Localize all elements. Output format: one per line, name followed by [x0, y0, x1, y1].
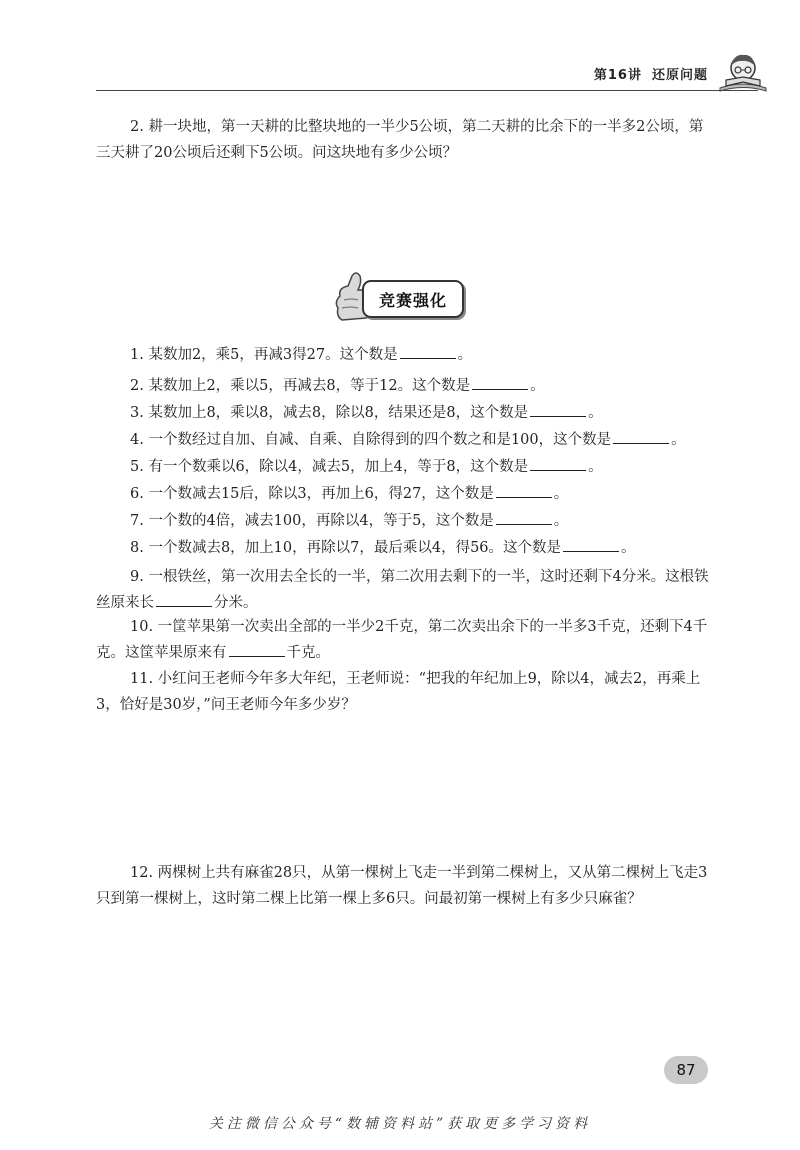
problem-4: 4. 一个数经过自加、自减、自乘、自除得到的四个数之和是100，这个数是 。 — [130, 429, 686, 450]
problem-11: 11. 小红问王老师今年多大年纪，王老师说：“把我的年纪加上9，除以4，减去2，再乘上3，恰好是30岁，”问王老师今年多少岁？ — [96, 671, 701, 713]
answer-blank[interactable] — [496, 483, 552, 498]
problem-8: 8. 一个数减去8，加上10，再除以7，最后乘以4，得56。这个数是 。 — [130, 537, 636, 558]
problem-1: 1. 某数加2，乘5，再减3得27。这个数是 。 — [130, 344, 472, 365]
answer-blank[interactable] — [530, 456, 586, 471]
problem-12: 12. 两棵树上共有麻雀28只，从第一棵树上飞走一半到第二棵树上，又从第二棵树上飞走3只到第一棵树上，这时第二棵上比第一棵上多6只。问最初第一棵树上有多少只麻雀？ — [96, 865, 708, 907]
section-banner — [332, 270, 472, 326]
answer-blank[interactable] — [229, 642, 285, 657]
problem-3: 3. 某数加上8，乘以8，减去8，除以8，结果还是8，这个数是 。 — [130, 402, 603, 423]
lecture-number: 第16讲 — [593, 68, 642, 83]
lecture-topic: 还原问题 — [651, 68, 708, 83]
problem-2: 2. 某数加上2，乘以5，再减去8，等于12。这个数是 。 — [130, 375, 545, 396]
section-title: 竞赛强化 — [362, 280, 464, 318]
running-header — [594, 64, 708, 83]
answer-blank[interactable] — [530, 402, 586, 417]
footer-note: 关注微信公众号“数辅资料站”获取更多学习资料 — [208, 1116, 592, 1132]
problem-6: 6. 一个数减去15后，除以3，再加上6，得27，这个数是 。 — [130, 483, 568, 504]
answer-blank[interactable] — [156, 592, 212, 607]
problem-10: 10. 一筐苹果第一次卖出全部的一半少2千克，第二次卖出余下的一半多3千克，还剩下4千克。这筐苹果原来有 千克。 — [96, 619, 708, 661]
header-rule — [96, 90, 758, 91]
answer-blank[interactable] — [496, 510, 552, 525]
reading-child-icon — [716, 52, 770, 92]
page-number: 87 — [664, 1056, 708, 1084]
answer-blank[interactable] — [563, 537, 619, 552]
problem-9: 9. 一根铁丝，第一次用去全长的一半，第二次用去剩下的一半，这时还剩下4分米。这根铁丝原来长 分米。 — [96, 569, 709, 611]
answer-blank[interactable] — [613, 429, 669, 444]
problem-5: 5. 有一个数乘以6，除以4，减去5，加上4，等于8，这个数是 。 — [130, 456, 603, 477]
answer-blank[interactable] — [472, 375, 528, 390]
problem-7: 7. 一个数的4倍，减去100，再除以4，等于5，这个数是 。 — [130, 510, 568, 531]
previous-problem-2: 2. 耕一块地，第一天耕的比整块地的一半少5公顷，第二天耕的比余下的一半多2公顷，第三天耕了20公顷后还剩下5公顷。问这块地有多少公顷？ — [96, 119, 704, 161]
answer-blank[interactable] — [400, 344, 456, 359]
